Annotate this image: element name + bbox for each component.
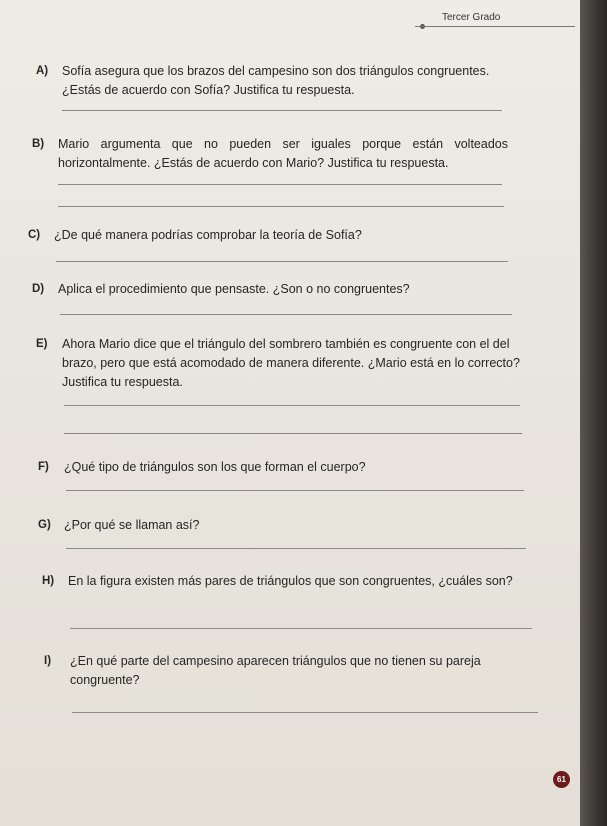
question-b	[32, 135, 508, 173]
question-letter: D)	[32, 283, 45, 295]
question-text: ¿En qué parte del campesino aparecen triángulos que no tienen su pareja congruente?	[70, 654, 481, 687]
header-rule	[415, 26, 575, 27]
answer-line[interactable]	[72, 712, 538, 713]
question-c	[28, 226, 514, 245]
question-d	[32, 280, 518, 299]
question-text: ¿Qué tipo de triángulos son los que forman el cuerpo?	[64, 460, 366, 474]
answer-line[interactable]	[66, 490, 524, 491]
question-letter: G)	[38, 519, 51, 531]
question-letter: A)	[36, 65, 49, 77]
answer-line[interactable]	[58, 184, 502, 185]
question-letter: H)	[42, 575, 55, 587]
question-text: Sofía asegura que los brazos del campesino son dos triángulos congruentes. ¿Estás de acuerdo con Sofía? Justifica tu respuesta.	[62, 64, 490, 97]
answer-line[interactable]	[58, 206, 504, 207]
question-letter: E)	[36, 338, 48, 350]
question-text: ¿Por qué se llaman así?	[64, 518, 200, 532]
answer-line[interactable]	[62, 110, 502, 111]
question-e	[36, 335, 522, 392]
question-i	[44, 652, 540, 690]
answer-line[interactable]	[60, 314, 512, 315]
question-letter: I)	[44, 655, 52, 667]
page-number: 61	[553, 771, 570, 788]
question-h	[42, 572, 528, 591]
question-g	[38, 516, 524, 535]
question-text: ¿De qué manera podrías comprobar la teoría de Sofía?	[54, 228, 362, 242]
answer-line[interactable]	[64, 405, 520, 406]
question-letter: C)	[28, 229, 41, 241]
question-text: En la figura existen más pares de triángulos que son congruentes, ¿cuáles son?	[68, 574, 513, 588]
background-edge	[580, 0, 607, 826]
question-letter: F)	[38, 461, 49, 473]
question-text: Mario argumenta que no pueden ser iguales porque están volteados horizontalmente. ¿Estás de acuerdo con Mario? Justifica tu respuesta.	[58, 137, 508, 170]
question-f	[38, 458, 524, 477]
question-a	[36, 62, 512, 100]
answer-line[interactable]	[70, 628, 532, 629]
answer-line[interactable]	[56, 261, 508, 262]
question-letter: B)	[32, 138, 45, 150]
question-text: Ahora Mario dice que el triángulo del sombrero también es congruente con el del brazo, pero que está acomodado de manera diferente. ¿Mario está en lo correcto? Justifica tu respuesta.	[62, 337, 520, 389]
answer-line[interactable]	[64, 433, 522, 434]
answer-line[interactable]	[66, 548, 526, 549]
question-text: Aplica el procedimiento que pensaste. ¿Son o no congruentes?	[58, 282, 410, 296]
grade-label: Tercer Grado	[442, 12, 501, 23]
